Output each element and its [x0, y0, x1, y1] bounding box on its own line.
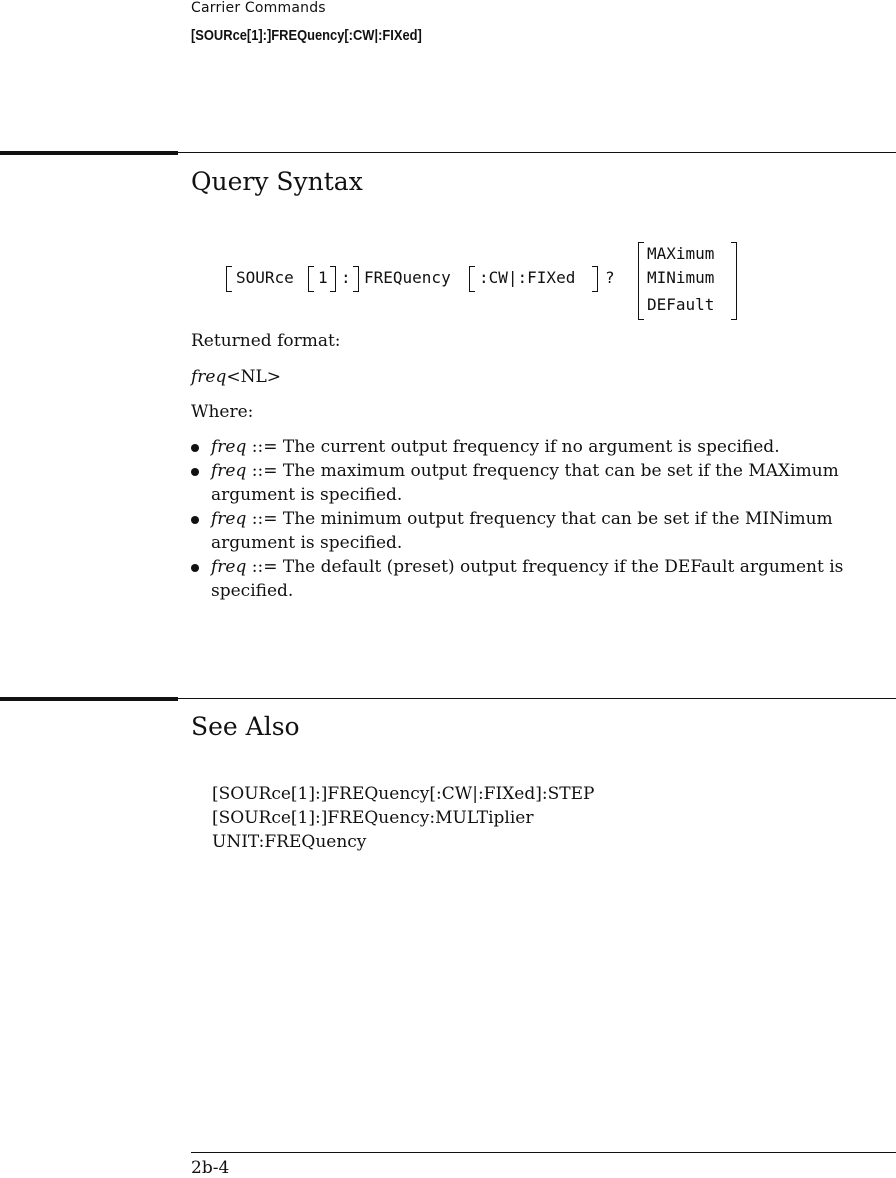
arg-default: DEFault [647, 295, 715, 314]
syntax-query-mark: ? [605, 268, 615, 287]
cw-bracket-right [592, 266, 598, 292]
section-rule-thin [178, 698, 896, 699]
query-syntax-heading: Query Syntax [191, 167, 363, 196]
item-text: The maximum output frequency that can be set if the MAXimum argument is specified. [211, 461, 839, 505]
syntax-cw-fixed: :CW|:FIXed [479, 268, 576, 287]
bullet-icon [191, 468, 199, 476]
section-rule-thin [178, 152, 896, 153]
syntax-diagram [224, 240, 784, 324]
arg-maximum: MAXimum [647, 244, 715, 263]
command-title: [SOURce[1]:]FREQuency[:CW|:FIXed] [191, 27, 422, 44]
index-bracket-left [308, 266, 314, 292]
item-var: freq [211, 461, 247, 481]
see-also-link[interactable]: [SOURce[1]:]FREQuency[:CW|:FIXed]:STEP [212, 784, 595, 804]
item-sep: ::= [246, 509, 283, 529]
syntax-index: 1 [318, 268, 328, 287]
item-var: freq [211, 557, 247, 577]
syntax-source: SOURce [236, 268, 294, 287]
list-item [191, 435, 891, 459]
syntax-colon: : [341, 268, 351, 287]
item-sep: ::= [246, 461, 283, 481]
bullet-icon [191, 444, 199, 452]
returned-format-suffix: <NL> [226, 367, 282, 387]
returned-format-var: freq [191, 367, 227, 387]
page-number: 2b-4 [191, 1158, 230, 1178]
item-text: The minimum output frequency that can be set if the MINimum argument is specified. [211, 509, 833, 553]
bullet-icon [191, 516, 199, 524]
cw-bracket-left [469, 266, 475, 292]
item-text: The default (preset) output frequency if the DEFault argument is specified. [211, 557, 844, 601]
returned-format-label: Returned format: [191, 331, 341, 351]
list-item [191, 459, 891, 507]
item-var: freq [211, 437, 247, 457]
see-also-list [212, 782, 594, 854]
bullet-icon [191, 564, 199, 572]
argument-bracket-left [638, 242, 644, 320]
syntax-frequency: FREQuency [364, 268, 451, 287]
arg-minimum: MINimum [647, 268, 715, 287]
optional-bracket-left [226, 266, 232, 292]
item-var: freq [211, 509, 247, 529]
footer-rule [191, 1152, 896, 1153]
argument-bracket-right [731, 242, 737, 320]
item-text: The current output frequency if no argument is specified. [282, 437, 780, 457]
section-rule-thick [0, 151, 178, 155]
see-also-heading: See Also [191, 712, 300, 741]
return-value-list [191, 435, 891, 603]
where-label: Where: [191, 402, 254, 422]
list-item [191, 555, 891, 603]
section-rule-thick [0, 697, 178, 701]
returned-format-value [191, 366, 281, 388]
item-sep: ::= [246, 437, 283, 457]
index-bracket-right [330, 266, 336, 292]
list-item [191, 507, 891, 555]
see-also-link[interactable]: [SOURce[1]:]FREQuency:MULTiplier [212, 808, 534, 828]
chapter-title: Carrier Commands [191, 0, 326, 16]
optional-bracket-right [353, 266, 359, 292]
item-sep: ::= [246, 557, 283, 577]
see-also-link[interactable]: UNIT:FREQuency [212, 832, 367, 852]
